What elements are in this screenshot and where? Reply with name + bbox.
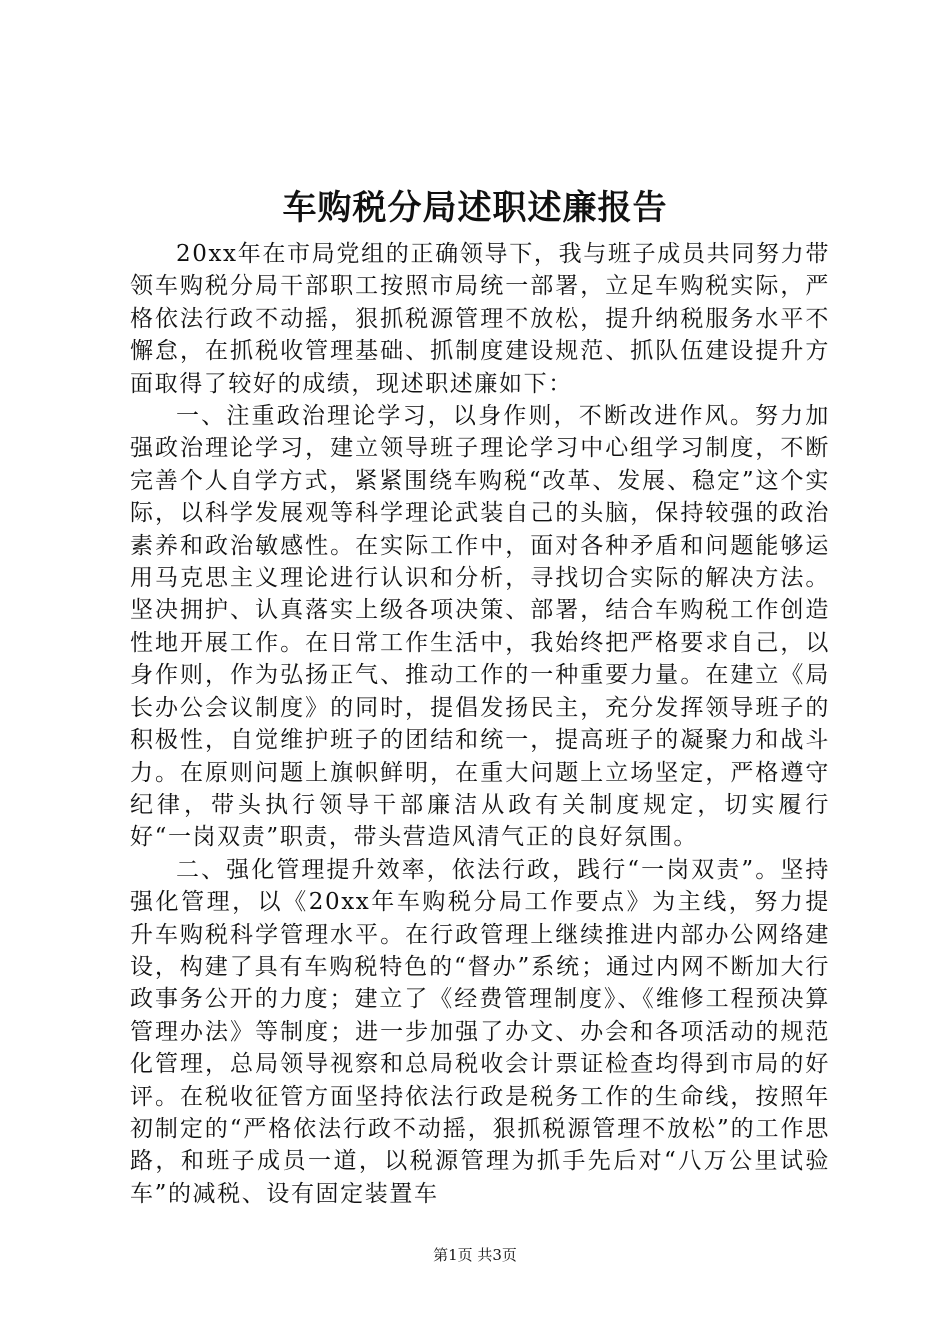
page-total: 共3页 (477, 1246, 517, 1264)
paragraph-intro: 20xx年在市局党组的正确领导下，我与班子成员共同努力带领车购税分局干部职工按照市局统一部署，立足车购税实际，严格依法行政不动摇，狠抓税源管理不放松，提升纳税服务水平不懈怠，在抓税收管理基础、抓制度建设规范、抓队伍建设提升方面取得了较好的成绩，现述职述廉如下： (130, 241, 830, 397)
paragraph-section-2: 二、强化管理提升效率，依法行政，践行“一岗双责”。坚持强化管理，以《20xx年车购税分局工作要点》为主线，努力提升车购税科学管理水平。在行政管理上继续推进内部办公网络建设，构建了具有车购税特色的“督办”系统；通过内网不断加大行政事务公开的力度；建立了《经费管理制度》、《维修工程预决算管理办法》等制度；进一步加强了办文、办会和各项活动的规范化管理，总局领导视察和总局税收会计票证检查均得到市局的好评。在税收征管方面坚持依法行政是税务工作的生命线，按照年初制定的“严格依法行政不动摇，狠抓税源管理不放松”的工作思路，和班子成员一道，以税源管理为抓手先后对“八万公里试验车”的减税、设有固定装置车 (130, 856, 830, 1207)
document-title: 车购税分局述职述廉报告 (282, 188, 668, 228)
page-footer (0, 1245, 950, 1265)
paragraph-section-1: 一、注重政治理论学习，以身作则，不断改进作风。努力加强政治理论学习，建立领导班子理论学习中心组学习制度，不断完善个人自学方式，紧紧围绕车购税“改革、发展、稳定”这个实际，以科学发展观等科学理论武装自己的头脑，保持较强的政治素养和政治敏感性。在实际工作中，面对各种矛盾和问题能够运用马克思主义理论进行认识和分析，寻找切合实际的解决方法。坚决拥护、认真落实上级各项决策、部署，结合车购税工作创造性地开展工作。在日常工作生活中，我始终把严格要求自己，以身作则，作为弘扬正气、推动工作的一种重要力量。在建立《局长办公会议制度》的同时，提倡发扬民主，充分发挥领导班子的积极性，自觉维护班子的团结和统一，提高班子的凝聚力和战斗力。在原则问题上旗帜鲜明，在重大问题上立场坚定，严格遵守纪律，带头执行领导干部廉洁从政有关制度规定，切实履行好“一岗双责”职责，带头营造风清气正的良好氛围。 (130, 403, 830, 851)
page-number: 第1页 (433, 1246, 473, 1264)
document-body (130, 238, 830, 1210)
